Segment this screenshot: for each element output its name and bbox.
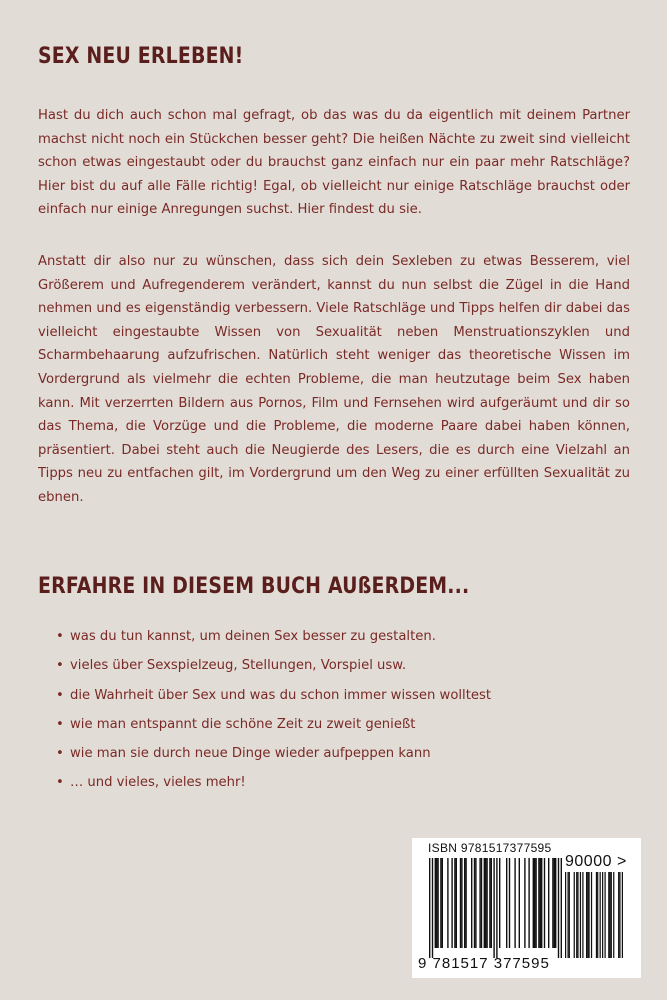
barcode-bar	[484, 858, 485, 948]
barcode-bar	[481, 858, 482, 948]
addon-bar	[577, 872, 578, 958]
description-paragraph: Anstatt dir also nur zu wünschen, dass sich dein Sexleben zu etwas Besserem, viel Größerem und Aufregenderem verändert, kannst du nun selbst die Zügel in die Hand nehmen und es eigenständig verbessern. Viele Ratschläge und Tipps helfen dir dabei das vielleicht eingestaubte Wissen von Sexualität neben Menstruationszyklen und Scharmbehaarung aufzufrischen. Natürlich steht weniger das theoretische Wissen im Vordergrund als vielmehr die echten Probleme, die man heutzutage beim Sex haben kann. Mit verzerrten Bildern aus Pornos, Film und Fernsehen wird aufgeräumt und dir so das Thema, die Vorzüge und die Probleme, die moderne Paare dabei haben können, präsentiert. Dabei steht auch die Neugierde des Lesers, die es durch eine Vielzahl an Tipps neu zu entfachen gilt, im Vordergrund um den Weg zu einer erfüllten Sexualität zu ebnen.	[38, 254, 630, 505]
list-item: • die Wahrheit über Sex und was du schon immer wissen wolltest	[56, 681, 491, 710]
list-item: • wie man sie durch neue Dinge wieder aufpeppen kann	[56, 739, 491, 768]
addon-bar	[586, 872, 587, 958]
addon-bar	[608, 872, 609, 958]
barcode-bar	[540, 858, 541, 948]
barcode-bar	[454, 858, 455, 948]
list-item: • was du tun kannst, um deinen Sex besser zu gestalten.	[56, 622, 491, 651]
barcode-bar	[506, 858, 507, 948]
bullet-icon: •	[56, 716, 64, 732]
isbn-label: ISBN 9781517377595	[428, 841, 552, 855]
bullet-icon: •	[56, 658, 64, 674]
barcode-bar	[544, 858, 545, 948]
barcode-bar	[460, 858, 461, 948]
intro-paragraph: Hast du dich auch schon mal gefragt, ob das was du da eigentlich mit deinem Partner machst nicht noch ein Stückchen besser geht? Die heißen Nächte zu zweit sind vielleicht schon etwas eingestaubt oder du brauchst ganz einfach nur ein paar mehr Ratschläge? Hier bist du auf alle Fälle richtig! Egal, ob vielleicht nur einige Ratschläge brauchst oder einfach nur einige Anregungen suchst. Hier findest du sie.	[38, 108, 630, 218]
barcode-bar	[535, 858, 536, 948]
addon-bar	[622, 872, 623, 958]
addon-bar	[587, 872, 588, 958]
barcode-bar	[534, 858, 535, 948]
addon-bar	[574, 872, 575, 958]
barcode-bar	[429, 858, 430, 958]
addon-bar	[565, 872, 566, 958]
ean13-barcode-bars	[429, 858, 562, 958]
barcode-bar	[528, 858, 529, 948]
barcode-bar	[509, 858, 510, 948]
addon-bar	[567, 872, 568, 958]
barcode-bar	[486, 858, 487, 948]
barcode-bar	[493, 858, 494, 958]
barcode-bar	[496, 858, 497, 958]
barcode-bar	[558, 858, 559, 958]
isbn-digits: 9 781517 377595	[418, 955, 550, 972]
price-code: 90000 >	[565, 853, 627, 870]
heading-erfahre-mehr: ERFAHRE IN DIESEM BUCH AUßERDEM...	[38, 574, 470, 599]
bullet-icon: •	[56, 775, 64, 791]
barcode-bar	[474, 858, 475, 948]
addon-bar	[596, 872, 597, 958]
addon-bar	[580, 872, 581, 958]
barcode-bar	[552, 858, 553, 948]
addon-bar	[611, 872, 612, 958]
barcode-bar	[456, 858, 457, 948]
barcode-bar	[554, 858, 555, 948]
barcode-bar	[461, 858, 462, 948]
bullet-icon: •	[56, 746, 64, 762]
barcode-bar	[479, 858, 480, 948]
barcode-bar	[524, 858, 525, 948]
barcode-bar	[464, 858, 465, 948]
barcode-bar	[471, 858, 472, 948]
list-item: • wie man entspannt die schöne Zeit zu zweit genießt	[56, 710, 491, 739]
addon-bar	[600, 872, 601, 958]
barcode-bar	[465, 858, 466, 948]
barcode-bar	[541, 858, 542, 948]
barcode-bar	[548, 858, 549, 948]
barcode-bar	[533, 858, 534, 948]
barcode-bar	[499, 858, 500, 948]
barcode-bar	[435, 858, 436, 948]
barcode-bar	[514, 858, 515, 948]
bullet-icon: •	[56, 687, 64, 703]
barcode-bar	[432, 858, 433, 958]
addon-bar	[604, 872, 605, 958]
barcode-bar	[561, 858, 562, 958]
addon-bar	[597, 872, 598, 958]
list-item: • … und vieles, vieles mehr!	[56, 768, 491, 797]
addon-bar	[591, 872, 592, 958]
heading-sex-neu-erleben: SEX NEU ERLEBEN!	[38, 44, 244, 69]
barcode-bar	[538, 858, 539, 948]
barcode-bar	[436, 858, 437, 948]
barcode-bar	[555, 858, 556, 948]
barcode-bar	[451, 858, 452, 948]
barcode-bar	[519, 858, 520, 948]
barcode-bar	[440, 858, 441, 948]
addon-bar	[582, 872, 583, 958]
addon-barcode-bars	[565, 872, 623, 958]
barcode-bar	[489, 858, 490, 948]
addon-bar	[609, 872, 610, 958]
addon-bar	[613, 872, 614, 958]
addon-bar	[576, 872, 577, 958]
barcode-bar	[442, 858, 443, 948]
addon-bar	[569, 872, 570, 958]
addon-bar	[618, 872, 619, 958]
addon-bar	[602, 872, 603, 958]
addon-bar	[588, 872, 589, 958]
bullet-icon: •	[56, 629, 64, 644]
feature-list	[56, 622, 491, 798]
barcode-bar	[485, 858, 486, 948]
addon-bar	[619, 872, 620, 958]
list-item: • vieles über Sexspielzeug, Stellungen, Vorspiel usw.	[56, 651, 491, 680]
barcode-bar	[475, 858, 476, 948]
barcode-bar	[437, 858, 438, 948]
barcode-bar	[491, 858, 492, 948]
barcode-bar	[447, 858, 448, 948]
isbn-barcode	[412, 838, 641, 978]
